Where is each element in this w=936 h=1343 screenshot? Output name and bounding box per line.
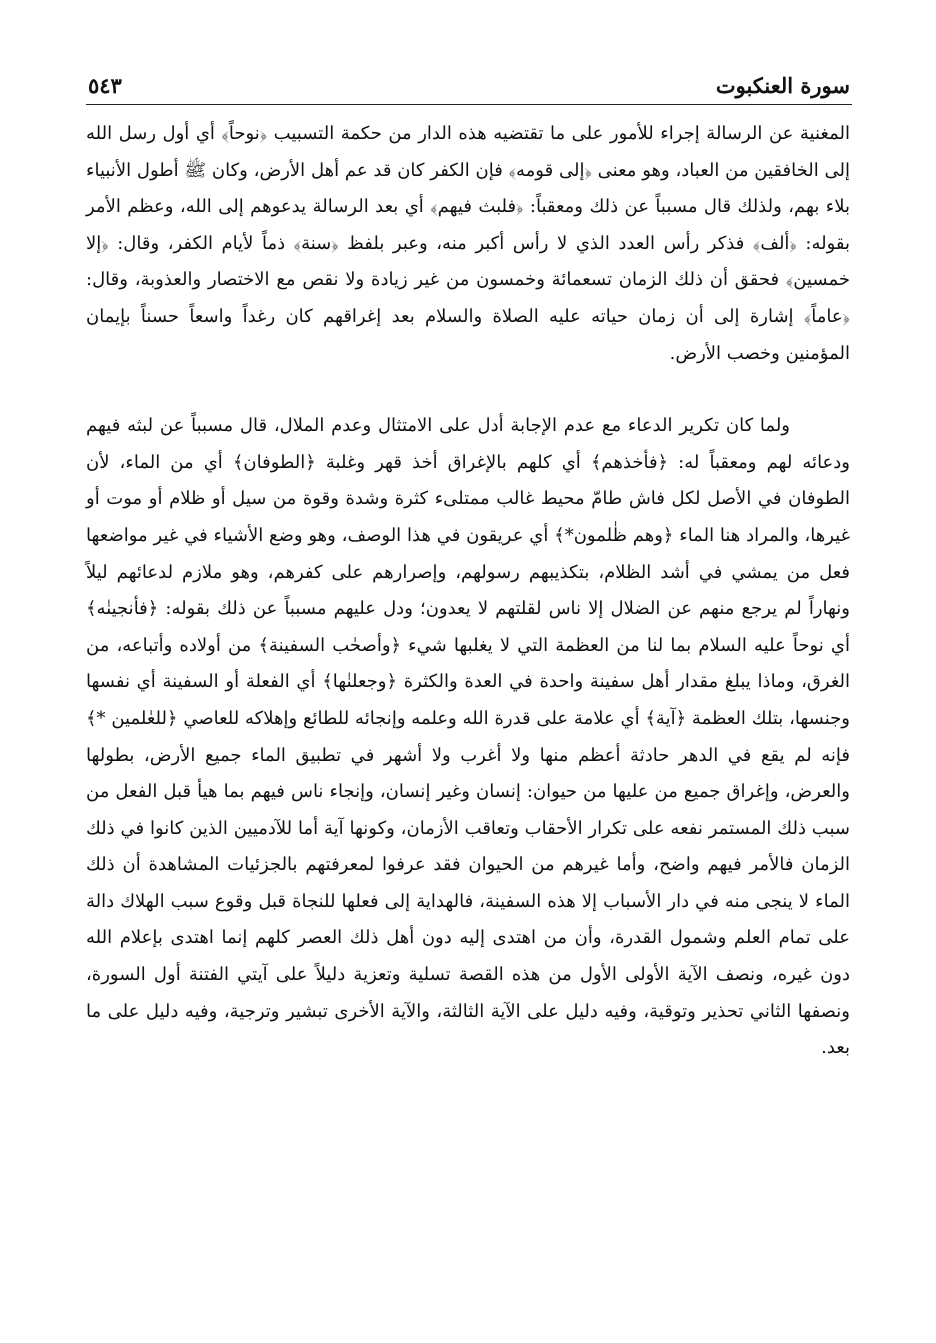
commentary-body xyxy=(86,116,850,1067)
paragraph: المغنية عن الرسالة إجراء للأمور على ما تقتضيه هذه الدار من حكمة التسبيب ﴿نوحاً﴾ أي أول رسل الله إلى الخافقين من العباد، وهو معنى ﴿إلى قومه﴾ فإن الكفر كان قد عم أهل الأرض، وكان ﷺ أطول الأنبياء بلاء بهم، ولذلك قال مسبباً عن ذلك ومعقباً: ﴿فلبث فيهم﴾ أي بعد الرسالة يدعوهم إلى الله، وعظم الأمر بقوله: ﴿ألف﴾ فذكر رأس العدد الذي لا رأس أكبر منه، وعبر بلفظ ﴿سنة﴾ ذماً لأيام الكفر، وقال: ﴿إلا خمسين﴾ فحقق أن ذلك الزمان تسعمائة وخمسون من غير زيادة ولا نقص مع الاختصار والعذوبة، وقال: ﴿عاماً﴾ إشارة إلى أن زمان حياته عليه الصلاة والسلام بعد إغراقهم كان رغداً واسعاً حسناً بإيمان المؤمنين وخصب الأرض. xyxy=(86,123,850,364)
page-number: ٥٤٣ xyxy=(88,73,122,98)
surah-title: سورة العنكبوت xyxy=(715,73,850,98)
header-rule xyxy=(86,104,852,105)
paragraph: ولما كان تكرير الدعاء مع عدم الإجابة أدل على الامتثال وعدم الملال، قال مسبباً عن لبثه فيهم ودعائه لهم ومعقباً له: ﴿فأخذهم﴾ أي كلهم بالإغراق أخذ قهر وغلبة ﴿الطوفان﴾ أي من الماء، لأن الطوفان في الأصل لكل فاش طامّ محيط غالب ممتلىء كثرة وشدة وقوة من سيل أو ظلام أو موت أو غيرها، والمراد هنا الماء ﴿وهم ظٰلمون*﴾ أي عريقون في هذا الوصف، وهو وضع الأشياء في غير مواضعها فعل من يمشي في أشد الظلام، بتكذيبهم رسولهم، وإصرارهم على كفرهم، وهو ملازم لدعائهم ليلاً ونهاراً لم يرجع منهم عن الضلال إلا ناس لقلتهم لا يعدون؛ ودل عليهم مسبباً عن ذلك بقوله: ﴿فأنجينٰه﴾ أي نوحاً عليه السلام بما لنا من العظمة التي لا يغلبها شيء ﴿وأصحٰب السفينة﴾ من أولاده وأتباعه، من الغرق، وماذا يبلغ مقدار أهل سفينة واحدة في العدة والكثرة ﴿وجعلنٰها﴾ أي الفعلة أو السفينة أي نفسها وجنسها، بتلك العظمة ﴿آية﴾ أي علامة على قدرة الله وعلمه وإنجائه للطائع وإهلاكه للعاصي ﴿للعٰلمين *﴾ فإنه لم يقع في الدهر حادثة أعظم منها ولا أغرب ولا أشهر في تطبيق الماء جميع الأرض، بطولها والعرض، وإغراق جميع من عليها من حيوان: إنسان وغير إنسان، وإنجاء ناس فيهم بما هيأ قبل الفعل من سبب ذلك المستمر نفعه على تكرار الأحقاب وتعاقب الأزمان، وكونها آية أما للآدميين الذين كانوا في ذلك الزمان فالأمر فيهم واضح، وأما غيرهم من الحيوان فقد عرفوا لمعرفتهم بالجزئيات المشاهدة أن ذلك الماء لا ينجى منه في دار الأسباب إلا هذه السفينة، فالهداية إلى فعلها للنجاة قبل وقوع سبب الهلاك دالة على تمام العلم وشمول القدرة، وأن من اهتدى إليه دون أهل ذلك العصر كلهم إنما اهتدى بإعلام الله دون غيره، ونصف الآية الأولى الأول من هذه القصة تسلية وتعزية دليلاً على آيتي الفتنة أول السورة، ونصفها الثاني تحذير وتوقية، وفيه دليل على الآية الثالثة، والآية الأخرى تبشير وترجية، وفيه دليل على ما بعد. xyxy=(86,415,850,1059)
page-header xyxy=(88,66,850,100)
